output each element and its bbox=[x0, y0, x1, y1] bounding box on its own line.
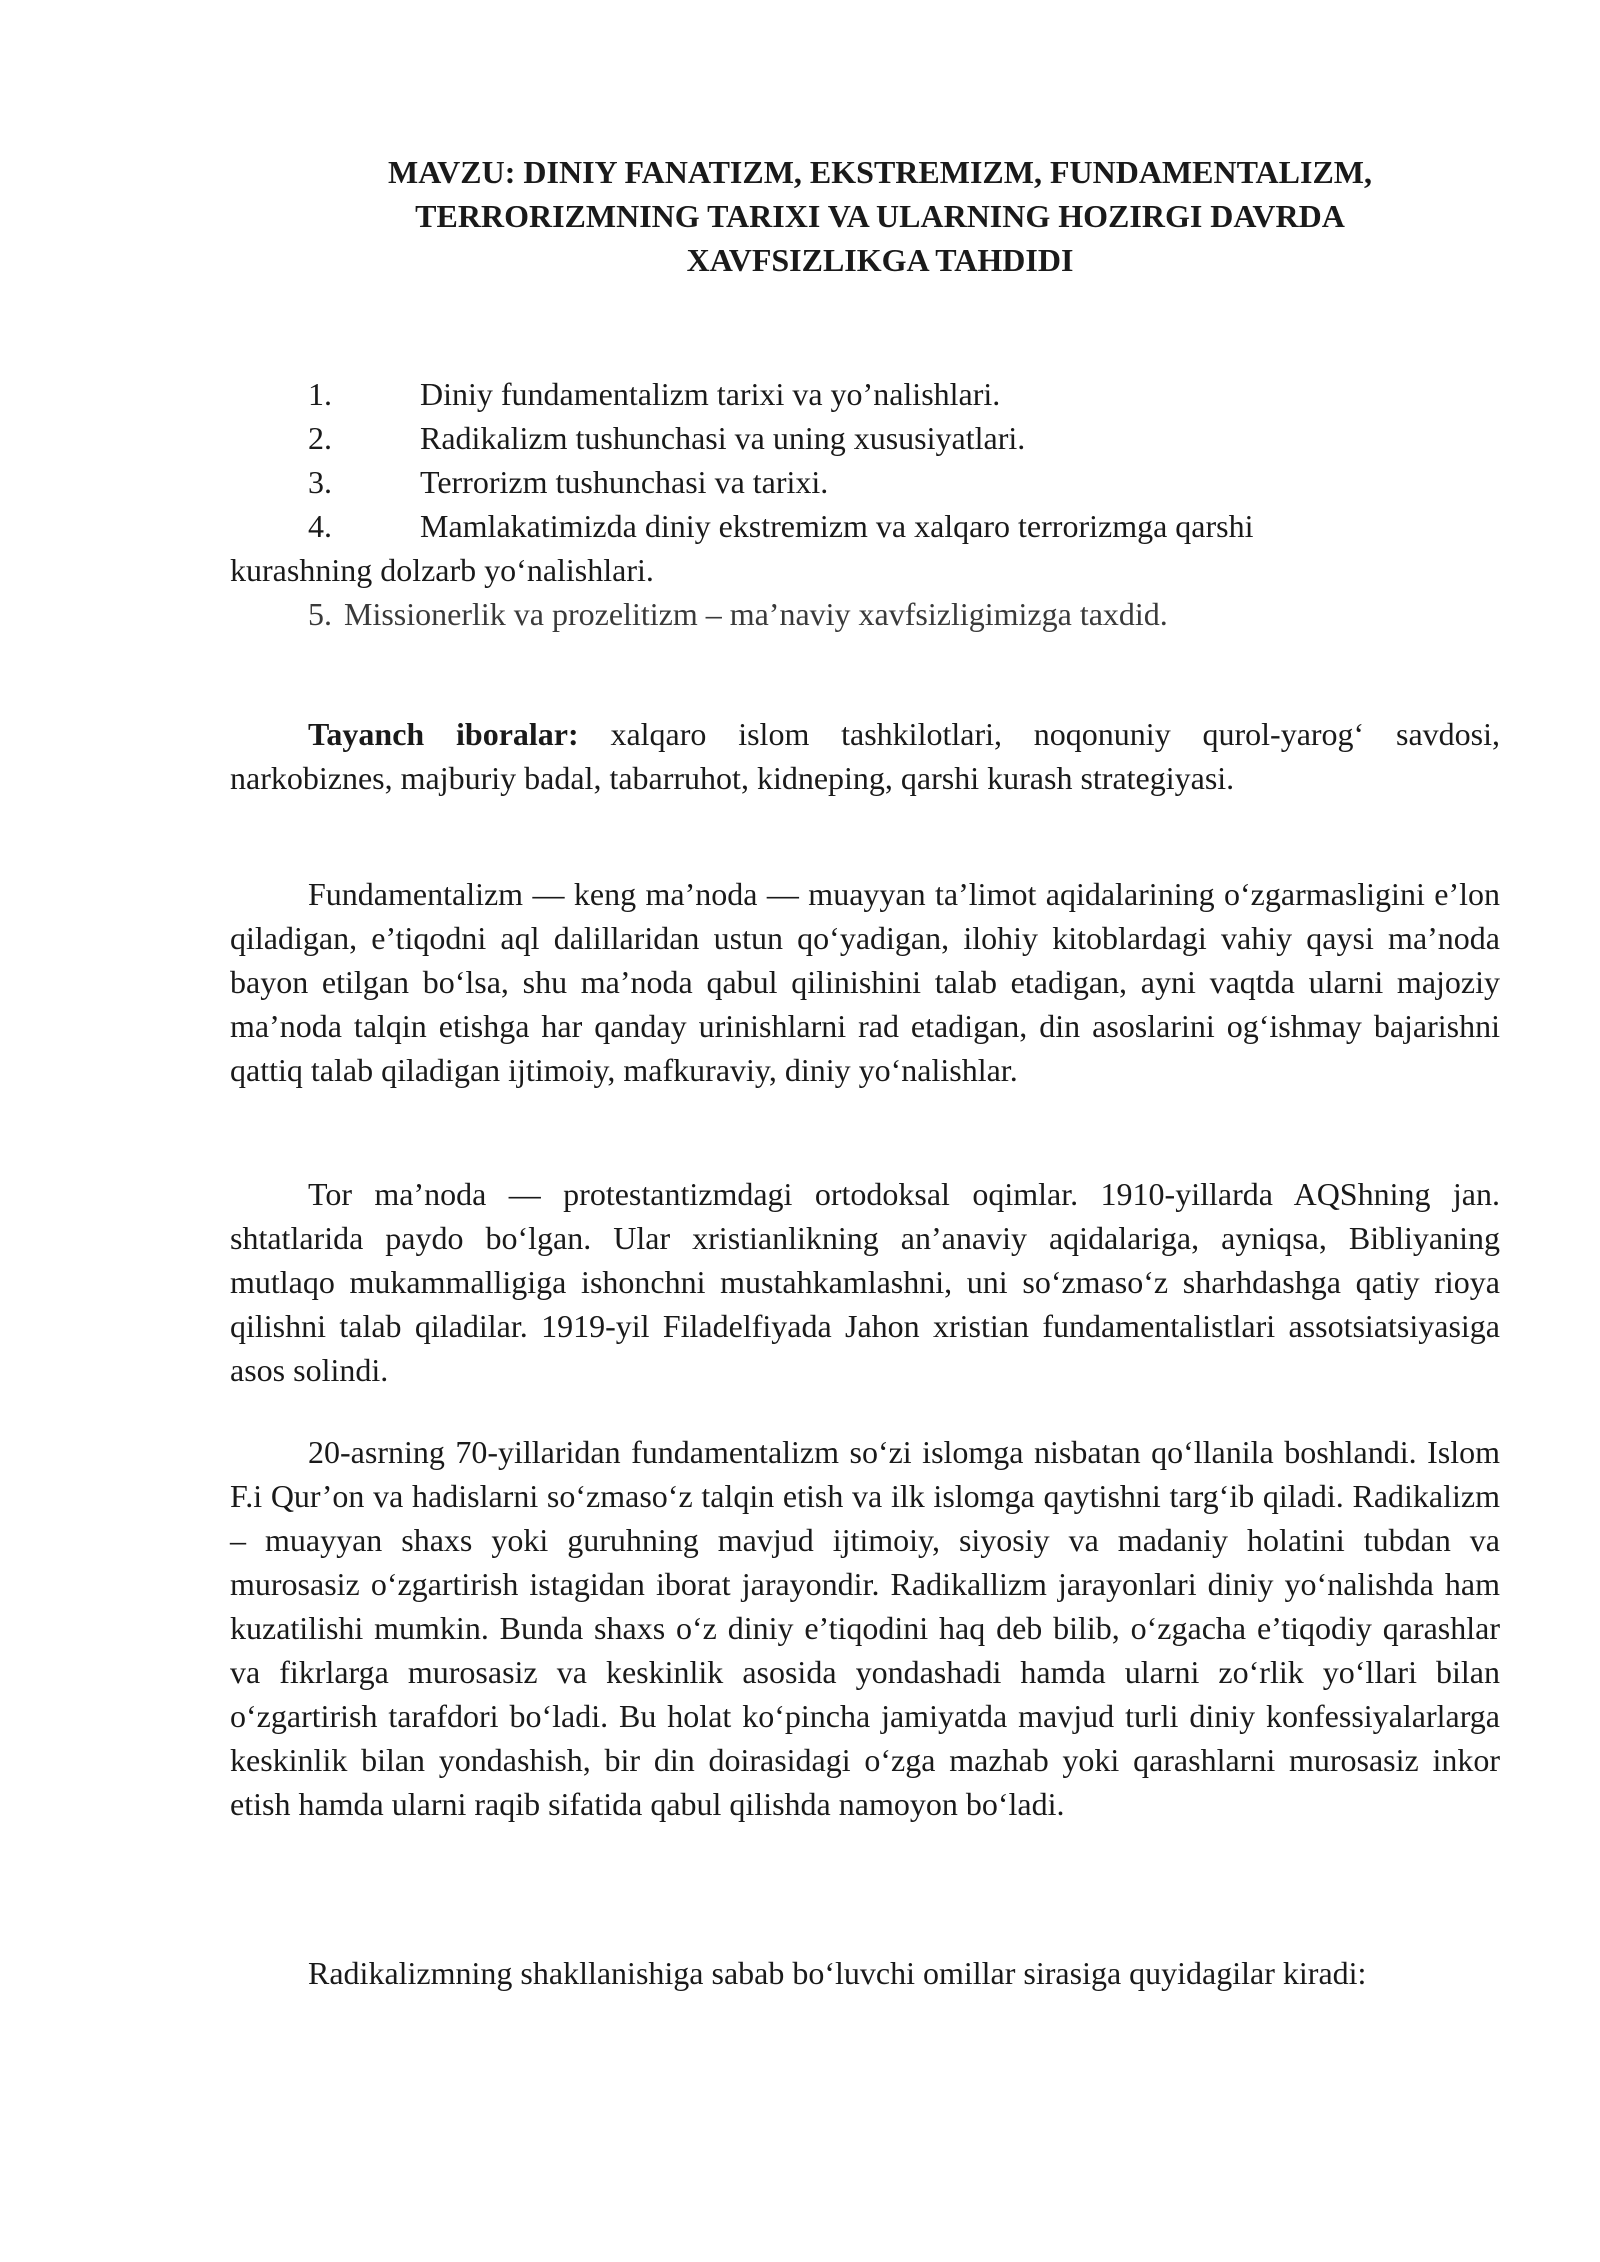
topic-item-5 bbox=[230, 592, 1500, 636]
title-line-1: MAVZU: DINIY FANATIZM, EKSTREMIZM, FUNDAMENTALIZM, bbox=[387, 154, 1372, 190]
paragraph-tor-manoda: Tor ma’noda — protestantizmdagi ortodoksal oqimlar. 1910-yillarda AQShning jan. shtatlarida paydo bo‘lgan. Ular xristianlikning an’anaviy aqidalariga, ayniqsa, Bibliyaning mutlaqo mukammalligiga ishonchni mustahkamlashni, uni so‘zmaso‘z sharhdashga qatiy rioya qilishni talab qiladilar. 1919-yil Filadelfiyada Jahon xristian fundamentalistlari assotsiatsiyasiga asos solindi. bbox=[230, 1176, 1500, 1388]
topic-number: 2. bbox=[308, 420, 332, 456]
paragraph-radikalizm-omillari: Radikalizmning shakllanishiga sabab bo‘luvchi omillar sirasiga quyidagilar kiradi: bbox=[308, 1955, 1367, 1991]
page-title bbox=[300, 150, 1460, 282]
keywords-label: Tayanch iboralar: bbox=[308, 716, 579, 752]
topic-text: Radikalizm tushunchasi va uning xususiyatlari. bbox=[420, 420, 1026, 456]
topic-number: 3. bbox=[308, 464, 332, 500]
topic-item-4 bbox=[230, 504, 1500, 592]
topic-text: Mamlakatimizda diniy ekstremizm va xalqaro terrorizmga qarshi bbox=[420, 508, 1254, 544]
topic-item-1 bbox=[230, 372, 1500, 416]
topic-text: Terrorizm tushunchasi va tarixi. bbox=[420, 464, 829, 500]
keywords-paragraph bbox=[230, 712, 1500, 800]
topic-item-2 bbox=[230, 416, 1500, 460]
topic-number: 5. bbox=[308, 596, 332, 632]
topic-item-3 bbox=[230, 460, 1500, 504]
paragraph-20-asr: 20-asrning 70-yillaridan fundamentalizm so‘zi islomga nisbatan qo‘llanila boshlandi. Islom F.i Qur’on va hadislarni so‘zmaso‘z talqin etish va ilk islomga qaytishni targ‘ib qiladi. Radikalizm – muayyan shaxs yoki guruhning mavjud ijtimoiy, siyosiy va madaniy holatini tubdan va murosasiz o‘zgartirish istagidan iborat jarayondir. Radikallizm jarayonlari diniy yo‘nalishda ham kuzatilishi mumkin. Bunda shaxs o‘z diniy e’tiqodini haq deb bilib, o‘zgacha e’tiqodiy qarashlar va fikrlarga murosasiz va keskinlik asosida yondashadi hamda ularni zo‘rlik yo‘llari bilan o‘zgartirish tarafdori bo‘ladi. Bu holat ko‘pincha jamiyatda mavjud turli diniy konfessiyalarlarga keskinlik bilan yondashish, bir din doirasidagi o‘zga mazhab yoki qarashlarni murosasiz inkor etish hamda ularni raqib sifatida qabul qilishda namoyon bo‘ladi. bbox=[230, 1434, 1500, 1822]
topic-number: 1. bbox=[308, 376, 332, 412]
paragraph-fundamentalizm: Fundamentalizm — keng ma’noda — muayyan ta’limot aqidalarining o‘zgarmasligini e’lon qiladigan, e’tiqodni aql dalillaridan ustun qo‘yadigan, ilohiy kitoblardagi vahiy qaysi ma’noda bayon etilgan bo‘lsa, shu ma’noda qabul qilinishini talab etadigan, ayni vaqtda ularni majoziy ma’noda talqin etishga har qanday urinishlarni rad etadigan, din asoslarini og‘ishmay bajarishni qattiq talab qiladigan ijtimoiy, mafkuraviy, diniy yo‘nalishlar. bbox=[230, 876, 1500, 1088]
title-line-3: XAVFSIZLIKGA TAHDIDI bbox=[686, 242, 1074, 278]
topic-text: Missionerlik va prozelitizm – ma’naviy xavfsizligimizga taxdid. bbox=[344, 596, 1168, 632]
topic-list bbox=[230, 372, 1500, 636]
title-line-2: TERRORIZMNING TARIXI VA ULARNING HOZIRGI DAVRDA bbox=[415, 198, 1345, 234]
topic-text-continuation: kurashning dolzarb yo‘nalishlari. bbox=[230, 552, 654, 588]
keywords-text: xalqaro islom tashkilotlari, noqonuniy qurol-yarog‘ savdosi, narkobiznes, majburiy badal, tabarruhot, kidneping, qarshi kurash strategiyasi. bbox=[230, 716, 1501, 796]
topic-number: 4. bbox=[308, 508, 332, 544]
topic-text: Diniy fundamentalizm tarixi va yo’nalishlari. bbox=[420, 376, 1001, 412]
